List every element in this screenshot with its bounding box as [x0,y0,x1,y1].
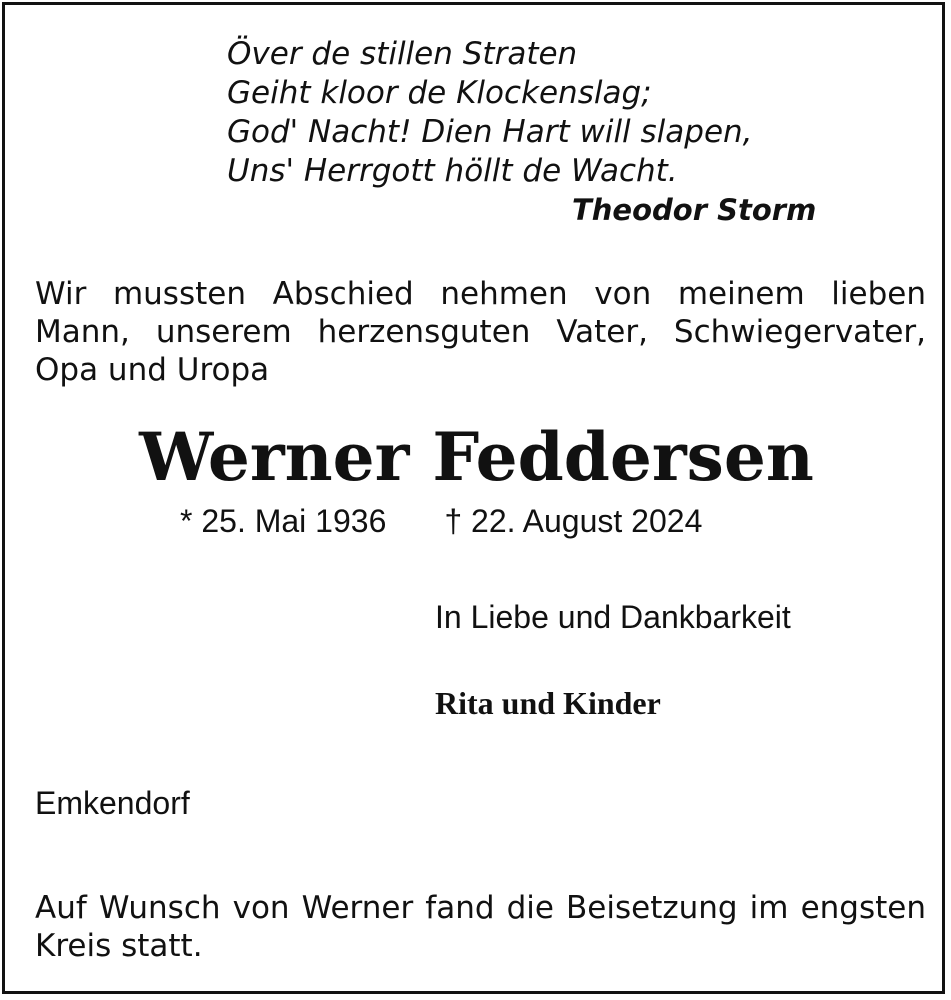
poem-line: Geiht kloor de Klockenslag; [227,75,652,111]
birth-date: * 25. Mai 1936 [180,503,387,539]
deceased-name: Werner Feddersen [139,418,814,496]
obituary-notice [2,2,945,994]
poem-line: Uns' Herrgott höllt de Wacht. [227,153,678,189]
poem [227,35,753,191]
death-date: † 22. August 2024 [444,503,703,539]
intro-text: Wir mussten Abschied nehmen von meinem lieben Mann, unserem herzensguten Vater, Schwiegervater, Opa und Uropa [35,276,926,388]
poem-line: God' Nacht! Dien Hart will slapen, [227,114,753,150]
closing-phrase: In Liebe und Dankbarkeit [435,599,791,635]
poem-author: Theodor Storm [572,193,817,227]
place-name: Emkendorf [35,785,190,821]
poem-line: Över de stillen Straten [227,36,578,72]
funeral-note: Auf Wunsch von Werner fand die Beisetzung im engsten Kreis statt. [35,890,926,964]
life-dates [180,503,702,540]
mourners: Rita und Kinder [435,685,661,721]
